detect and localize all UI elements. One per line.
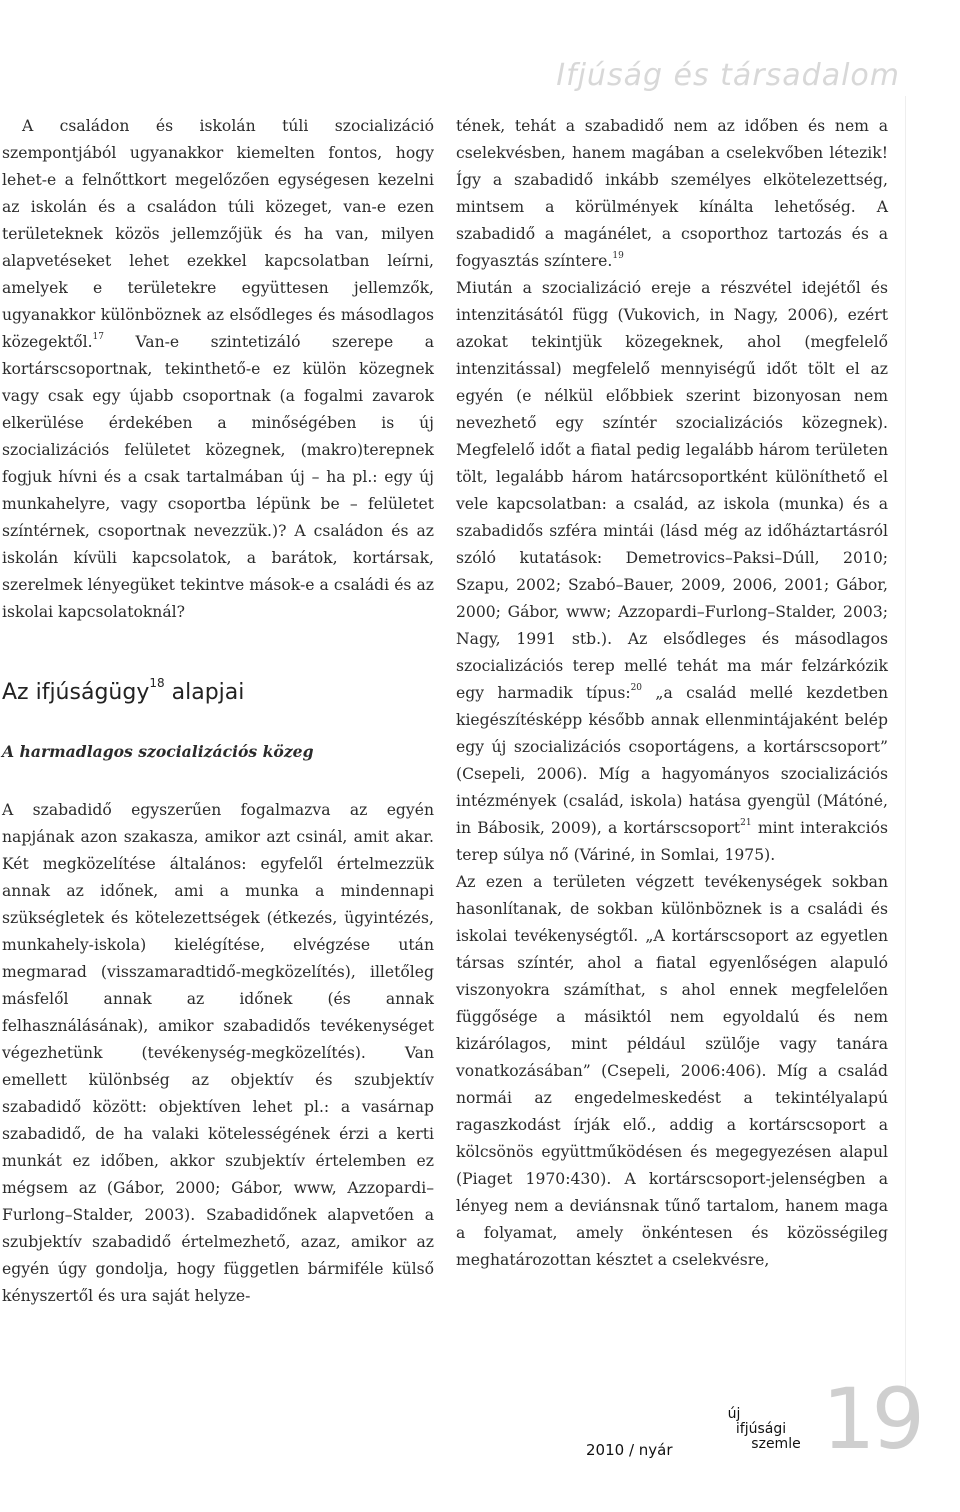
footnote-ref-18[interactable]: 18 [149, 675, 165, 690]
footnote-ref-20[interactable]: 20 [630, 682, 643, 693]
running-title: Ifjúság és társadalom [556, 58, 900, 93]
journal-logo [706, 1407, 816, 1452]
paragraph-text: mint interakciós terep súlya nő (Váriné, in Somlai, 1975). [456, 819, 888, 864]
footnote-ref-17[interactable]: 17 [92, 331, 104, 342]
heading-text: alapjai [164, 680, 245, 705]
paragraph-text: Van-e szintetizáló szerepe a kortárscsoportnak, tekinthető-e ez külön közegnek vagy csak egy újabb csoportnak (a fogalmi zavarok elkerülése érdekében a minőségében is új szocializációs felületet közegnek, (makro)terepnek fogjuk hívni és a csak tartalmában új – ha pl.: egy új munkahelyre, vagy csoportba lépünk be – felületet színtérnek, csoportnak nevezzük.)? A családon és az iskolán kívüli kapcsolatok, a barátok, kortársak, szerelmek lényegüket tekintve mások-e a családi és az iskolai kapcsolatoknál? [2, 333, 434, 621]
footnote-ref-19[interactable]: 19 [612, 250, 624, 261]
paragraph-text: tének, tehát a szabadidő nem az időben és nem a cselekvésben, hanem magában a cselekvőben létezik! Így a szabadidő inkább személyes elkötelezettség, mintsem a körülmények kínálta lehetőség. A szabadidő a magánélet, a csoporthoz tartozás és a fogyasztás színtere. [456, 117, 888, 270]
section-heading [2, 675, 434, 708]
journal-logo-line-2: ifjúsági [735, 1421, 787, 1437]
heading-text: Az ifjúságügy [2, 680, 150, 705]
right-column [456, 113, 888, 1274]
issue-date: 2010 / nyár [586, 1441, 673, 1459]
paragraph-text: Miután a szocializáció ereje a részvétel idejétől és intenzitásától függ (Vukovich, in Nagy, 2006), ezért azokat tekintjük közegeknek, ahol (megfelelő intenzitással) megfelelő mennyiségű időt tölt el az egyén (e nélkül előbbiek szerint bizonyosan nem nevezhető egy színtér szocializációs közegnek). Megfelelő időt a fiatal pedig legalább három területen tölt, legalább három határcsoportként különíthető el vele kapcsolatban: a család, az iskola (munka) és a szabadidős szféra mintái (lásd még az időháztartásról szóló kutatások: Demetrovics–Paksi–Dúll, 2010; Szapu, 2002; Szabó–Bauer, 2009, 2006, 2001; Gábor, 2000; Gábor, www; Azzopardi–Furlong–Stalder, 2003; Nagy, 1991 stb.). Az elsődleges és másodlagos szocializációs terep mellé tehát ma már felzárkózik egy harmadik típus: [456, 279, 888, 702]
subheading: A harmadlagos szocializációs közeg [2, 742, 314, 761]
footnote-ref-21[interactable]: 21 [740, 817, 752, 828]
left-paragraph-1 [2, 113, 434, 626]
left-column [2, 113, 434, 1310]
right-paragraph-3: Az ezen a területen végzett tevékenységek sokban hasonlítanak, de sokban különböznek is a családi és iskolai tevékenységtől. „A kortárscsoport az egyetlen társas színtér, ahol a fiatal egyenlőségen alapuló viszonyokra számíthat, s ahol ennek megfelelően függősége a másiktól nem egyoldalú és nem kizárólagos, mint például szülője vagy tanára vonatkozásában” (Csepeli, 2006:406). Míg a család normái az engedelmeskedést a tekintélyalapú ragaszkodást írják elő., addig a kortárscsoport a kölcsönös együttműködésen és megegyezésen alapul (Piaget 1970:430). A kortárscsoport-jelenségben a lényeg nem a deviánsnak tűnő tartalom, hanem maga a folyamat, amely önkéntesen és közösségileg meghatározottan késztet a cselekvésre, [456, 873, 888, 1269]
journal-logo-line-1: új [727, 1406, 741, 1422]
left-paragraph-2: A szabadidő egyszerűen fogalmazva az egyén napjának azon szakasza, amikor azt csinál, amit akar. Két megközelítése általános: egyfelől értelmezzük annak az időnek, ami a munka a mindennapi szükségletek és kötelezettségek (étkezés, ügyintézés, munkahely-iskola) kielégítése, elvégzése után megmarad (visszamaradtidő-megközelítés), illetőleg másfelől annak az időnek (és annak felhasználásának), amikor szabadidős tevékenységet végezhetünk (tevékenység-megközelítés). Van emellett különbség az objektív és szubjektív szabadidő között: objektíven lehet pl.: a vasárnap szabadidő, de ha valaki kötelességének érzi a kerti munkát ez időben, akkor szubjektív értelemben ez mégsem az (Gábor, 2000; Gábor, www, Azzopardi–Furlong–Stalder, 2003). Szabadidőnek alapvetően a szubjektív szabadidő értelmezhető, azaz, amikor az egyén úgy gondolja, hogy független bármiféle külső kényszertől és ura saját helyze- [2, 801, 434, 1305]
paragraph-text: „a család mellé kezdetben kiegészítésképp később annak ellenmintájaként belép egy új szocializációs csoportágens, a kortárscsoport” (Csepeli, 2006). Míg a hagyományos szocializációs intézmények (család, iskola) hatása gyengül (Mátóné, in Bábosik, 2009), a kortárscsoport [456, 684, 888, 837]
paragraph-text: A családon és iskolán túli szocializáció szempontjából ugyanakkor kiemelten fontos, hogy lehet-e a felnőttkort megelőzően egységesen kezelni az iskolán és a családon túli közeget, van-e ezen területeknek közös jellemzőjük és ha van, milyen alapvetéseket lehet ezekkel kapcsolatban leírni, amelyek e területekre együttesen jellemzők, ugyanakkor különböznek az elsődleges és másodlagos közegektől. [2, 117, 434, 351]
right-paragraph-1 [456, 113, 888, 275]
page-number: 19 [822, 1370, 921, 1468]
right-paragraph-2 [456, 275, 888, 869]
journal-logo-line-3: szemle [751, 1436, 801, 1452]
